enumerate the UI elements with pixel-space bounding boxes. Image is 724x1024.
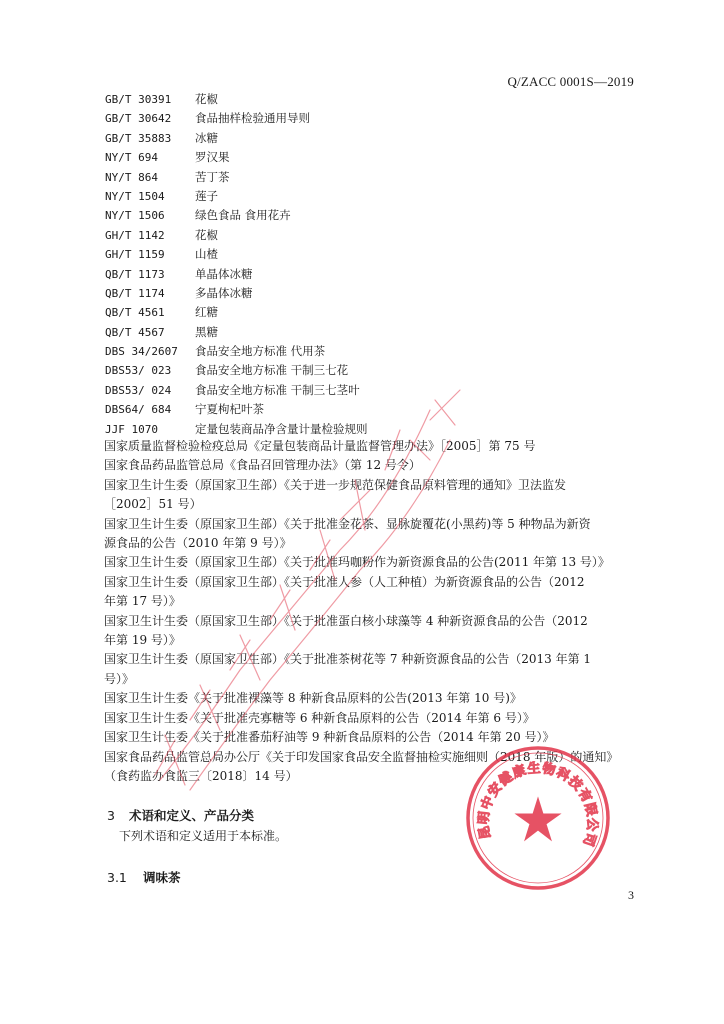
standard-code: GB/T 30391: [105, 93, 172, 106]
regulation-line: 国家食品药品监管总局《食品召回管理办法》（第 12 号令）: [104, 458, 421, 473]
standard-code: GB/T 30642: [105, 112, 172, 126]
regulation-line-continued: ［2002］51 号）: [104, 497, 202, 512]
regulations-list: [104, 437, 624, 786]
standard-code: DBS 34/2607: [105, 345, 178, 359]
standard-row: [105, 245, 625, 264]
standard-title: 罗汉果: [195, 150, 230, 165]
standard-title: 多晶体冰糖: [195, 285, 253, 300]
regulation-line: 国家卫生计生委（原国家卫生部）《关于进一步规范保健食品原料管理的通知》卫法监发: [104, 477, 567, 492]
regulation-line: 国家食品药品监管总局办公厅《关于印发国家食品安全监督抽检实施细则（2018 年版）的通知》: [104, 749, 619, 764]
standard-code: GH/T 1159: [105, 248, 165, 262]
standard-code: QB/T 4561: [105, 306, 165, 320]
regulation-item: [104, 476, 624, 515]
standard-row: [105, 361, 625, 380]
standard-row: [105, 226, 625, 245]
regulation-line-continued: 号）》: [104, 671, 135, 686]
regulation-line-continued: （食药监办食监三〔2018〕14 号）: [104, 768, 298, 783]
regulation-line: 国家卫生计生委《关于批准裸藻等 8 种新食品原料的公告(2013 年第 10 号)》: [104, 691, 522, 706]
standard-code: DBS53/ 023: [105, 364, 172, 378]
page-number: 3: [628, 888, 634, 902]
standard-title: 花椒: [195, 227, 218, 242]
regulation-item: [104, 709, 624, 728]
regulation-line: 国家卫生计生委（原国家卫生部）《关于批准金花茶、显脉旋覆花(小黑药)等 5 种物品为新资: [104, 516, 591, 531]
standard-title: 山楂: [195, 247, 218, 262]
regulation-line: 国家卫生计生委（原国家卫生部）《关于批准蛋白核小球藻等 4 种新资源食品的公告（2012: [104, 613, 588, 628]
standard-title: 食品安全地方标准 代用茶: [195, 344, 326, 359]
standard-title: 莲子: [195, 188, 218, 203]
regulation-line: 国家卫生计生委（原国家卫生部）《关于批准人参（人工种植）为新资源食品的公告（2012: [104, 574, 585, 589]
regulation-line: 国家质量监督检验检疫总局《定量包装商品计量监督管理办法》［2005］第 75 号: [104, 439, 536, 453]
standard-row: [105, 265, 625, 284]
standard-row: [105, 381, 625, 400]
regulation-item: [104, 689, 624, 708]
regulation-line: 国家卫生计生委（原国家卫生部）《关于批准茶树花等 7 种新资源食品的公告（2013 年第 1: [104, 652, 592, 667]
standard-code: QB/T 4567: [105, 325, 165, 339]
standard-row: [105, 187, 625, 206]
subsection-heading: [107, 868, 181, 886]
regulation-item: [104, 748, 624, 787]
section-title: 术语和定义、产品分类: [129, 808, 255, 823]
standard-code: DBS53/ 024: [105, 383, 172, 397]
standard-row: [105, 109, 625, 128]
regulation-item: [104, 456, 624, 475]
regulation-line-continued: 源食品的公告（2010 年第 9 号）》: [104, 536, 292, 551]
standard-row: [105, 148, 625, 167]
standard-title: 红糖: [195, 305, 218, 320]
standard-row: [105, 129, 625, 148]
regulation-line-continued: 年第 19 号）》: [104, 633, 181, 648]
standard-code: JJF 1070: [105, 422, 158, 436]
standard-row: [105, 323, 625, 342]
standard-code: GH/T 1142: [105, 228, 165, 242]
regulation-item: [104, 437, 624, 456]
standard-code: NY/T 1506: [105, 209, 165, 223]
standard-title: 黑糖: [195, 324, 218, 339]
standard-row: [105, 284, 625, 303]
subsection-title: 调味茶: [143, 870, 181, 885]
standard-code: DBS64/ 684: [105, 403, 172, 417]
standard-title: 绿色食品 食用花卉: [195, 208, 291, 223]
section-heading: [107, 806, 254, 824]
regulation-item: [104, 553, 624, 572]
regulation-line: 国家卫生计生委《关于批准壳寡糖等 6 种新食品原料的公告（2014 年第 6 号）》: [104, 710, 535, 725]
standard-title: 单晶体冰糖: [195, 266, 253, 281]
standard-code: NY/T 694: [105, 151, 158, 165]
standard-title: 花椒: [195, 92, 218, 106]
regulation-item: [104, 650, 624, 689]
document-code: Q/ZACC 0001S—2019: [507, 74, 634, 89]
standards-list: [105, 90, 625, 439]
regulation-item: [104, 728, 624, 747]
standard-code: GB/T 35883: [105, 131, 172, 145]
svg-text:昆明中安健康生物科技有限公司: 昆明中安健康生物科技有限公司: [476, 761, 600, 849]
standard-row: [105, 303, 625, 322]
standard-title: 食品抽样检验通用导则: [195, 111, 310, 126]
regulation-item: [104, 515, 624, 554]
standard-code: NY/T 864: [105, 170, 158, 184]
standard-title: 食品安全地方标准 干制三七茎叶: [195, 382, 360, 397]
standard-row: [105, 90, 625, 109]
subsection-number: 3.1: [107, 870, 127, 885]
regulation-item: [104, 573, 624, 612]
standard-title: 食品安全地方标准 干制三七花: [195, 363, 349, 378]
standard-row: [105, 342, 625, 361]
standard-title: 定量包装商品净含量计量检验规则: [195, 421, 368, 436]
standard-title: 苦丁茶: [195, 169, 230, 184]
standard-title: 宁夏枸杞叶茶: [195, 402, 264, 417]
regulation-line: 国家卫生计生委《关于批准番茄籽油等 9 种新食品原料的公告（2014 年第 20 号）》: [104, 730, 555, 745]
standard-title: 冰糖: [195, 130, 218, 145]
regulation-item: [104, 612, 624, 651]
standard-row: [105, 206, 625, 225]
standard-code: NY/T 1504: [105, 189, 165, 203]
standard-row: [105, 168, 625, 187]
regulation-line-continued: 年第 17 号）》: [104, 594, 181, 609]
standard-row: [105, 400, 625, 419]
standard-code: QB/T 1174: [105, 286, 165, 300]
section-number: 3: [107, 808, 115, 823]
standard-code: QB/T 1173: [105, 267, 165, 281]
regulation-line: 国家卫生计生委（原国家卫生部）《关于批准玛咖粉作为新资源食品的公告(2011 年第 13 号）》: [104, 555, 610, 570]
section-intro: 下列术语和定义适用于本标准。: [119, 829, 288, 843]
